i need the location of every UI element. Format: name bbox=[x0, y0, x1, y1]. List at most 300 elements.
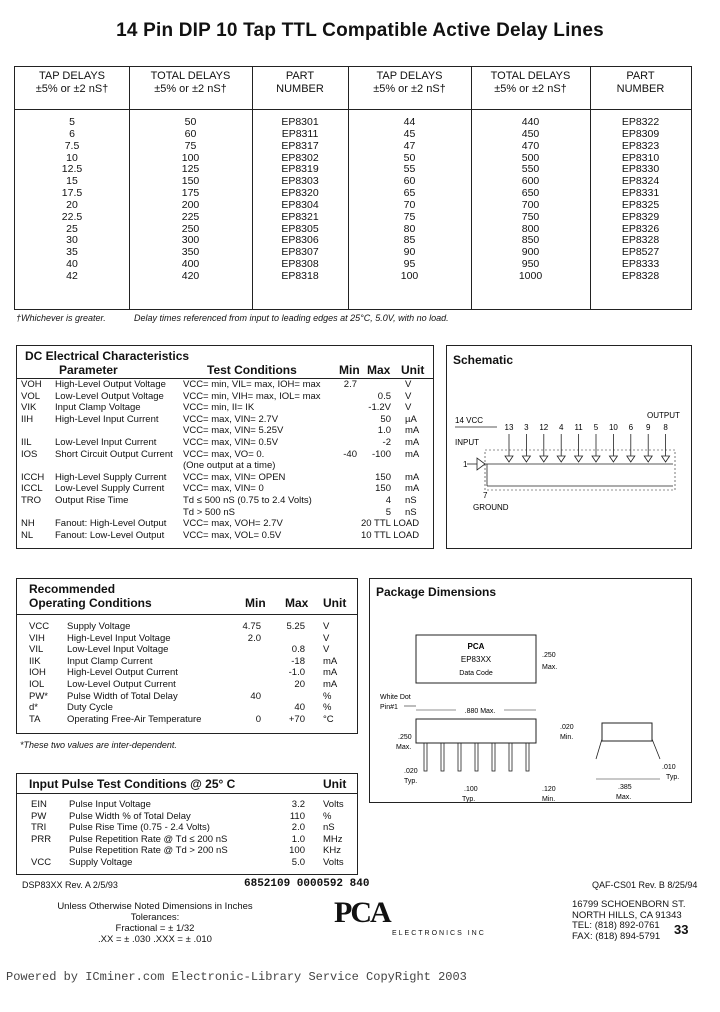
table-cell: EP8301 bbox=[281, 116, 319, 128]
symbol: PW* bbox=[29, 690, 48, 702]
symbol: VCC bbox=[29, 621, 50, 632]
unit: Volts bbox=[323, 856, 344, 868]
unit: V bbox=[323, 644, 330, 656]
symbol: PRR bbox=[31, 833, 52, 845]
unit: V bbox=[405, 390, 412, 402]
table-cell: 250 bbox=[181, 222, 200, 235]
test-condition: VCC= max, VIN= 0.5V bbox=[183, 436, 279, 448]
table-cell: EP8317 bbox=[281, 139, 319, 152]
footnote-delay-ref: Delay times referenced from input to leading edges at 25°C, 5.0V, with no load. bbox=[134, 313, 449, 323]
unit: V bbox=[323, 621, 330, 632]
tap-buffer-icon bbox=[557, 456, 565, 462]
max-value: 5.25 bbox=[286, 621, 305, 632]
test-condition: Td ≤ 500 nS (0.75 to 2.4 Volts) bbox=[183, 494, 312, 506]
parameter: Pulse Input Voltage bbox=[69, 799, 151, 810]
symbol: IOS bbox=[21, 448, 38, 460]
unit: V bbox=[405, 379, 412, 390]
dc-header-max: Max bbox=[367, 363, 391, 377]
table-cell: 1000 bbox=[518, 269, 543, 282]
table-row bbox=[17, 379, 433, 391]
max-value: 150 bbox=[375, 471, 391, 483]
tap-pin-label: 8 bbox=[663, 423, 668, 432]
parameter: High-Level Supply Current bbox=[55, 471, 167, 483]
parameter: Low-Level Output Current bbox=[67, 678, 176, 690]
roc-header-max: Max bbox=[285, 596, 309, 610]
symbol: VIL bbox=[29, 644, 44, 656]
package-drawing bbox=[370, 579, 691, 802]
table-cell: 420 bbox=[181, 269, 200, 282]
dim-385: .385 bbox=[618, 784, 632, 791]
parameter: Pulse Repetition Rate @ Td > 200 nS bbox=[69, 845, 228, 857]
dc-characteristics-box bbox=[16, 345, 434, 549]
table-cell: 750 bbox=[521, 210, 540, 223]
max-value: 40 bbox=[294, 702, 305, 714]
roc-footnote: *These two values are inter-dependent. bbox=[20, 740, 177, 750]
unit: mA bbox=[405, 483, 420, 495]
table-row bbox=[17, 425, 433, 437]
tap-buffer-icon bbox=[505, 456, 513, 462]
unit: mA bbox=[405, 425, 420, 437]
test-condition: VCC= max, VOL= 0.5V bbox=[183, 529, 282, 541]
right-total-column bbox=[471, 117, 590, 283]
page-number: 33 bbox=[674, 922, 689, 937]
dc-header-parameter: Parameter bbox=[59, 363, 118, 377]
parameter: Operating Free-Air Temperature bbox=[67, 713, 202, 725]
dc-header-min: Min bbox=[339, 363, 360, 377]
tap-pin-label: 3 bbox=[524, 423, 529, 432]
dc-header-conditions: Test Conditions bbox=[207, 363, 297, 377]
table-cell: 35 bbox=[66, 246, 78, 259]
unit: °C bbox=[323, 713, 334, 725]
value: 1.0 bbox=[291, 833, 305, 845]
max-value: 0.5 bbox=[377, 390, 391, 402]
pin-1-label: 1 bbox=[463, 460, 468, 469]
max-value: -18 bbox=[291, 655, 305, 667]
chip-side-view bbox=[416, 719, 536, 743]
max-value: 150 bbox=[375, 483, 391, 495]
table-cell: 500 bbox=[521, 151, 540, 164]
table-cell: EP8328 bbox=[621, 234, 660, 247]
company-logo-sub: ELECTRONICS INC bbox=[392, 930, 486, 937]
dim-min-120: Min. bbox=[542, 796, 556, 802]
parameter: Low-Level Input Current bbox=[55, 436, 157, 448]
symbol: NH bbox=[21, 518, 35, 530]
unit: Volts bbox=[323, 799, 344, 810]
dc-title: DC Electrical Characteristics bbox=[25, 349, 190, 363]
parameter: Duty Cycle bbox=[67, 702, 113, 714]
table-cell: EP8322 bbox=[621, 116, 660, 128]
doc-number-right: QAF-CS01 Rev. B 8/25/94 bbox=[592, 880, 698, 890]
header-part-number-left: PART NUMBER bbox=[276, 70, 324, 95]
output-label: OUTPUT bbox=[647, 411, 680, 420]
value: 100 bbox=[289, 845, 305, 857]
table-row bbox=[17, 530, 433, 542]
table-cell: 7.5 bbox=[64, 139, 80, 152]
unit: % bbox=[323, 702, 332, 714]
chip-end-view bbox=[602, 723, 652, 741]
tap-buffer-icon bbox=[662, 456, 670, 462]
header-tap-delays-right: TAP DELAYS ±5% or ±2 nS† bbox=[373, 70, 446, 95]
max-value: 5 bbox=[385, 506, 391, 518]
dim-100: .100 bbox=[464, 786, 478, 793]
tap-buffer-icon bbox=[627, 456, 635, 462]
table-cell: EP8318 bbox=[281, 269, 319, 282]
unit: nS bbox=[323, 822, 335, 834]
table-row bbox=[17, 834, 357, 846]
test-condition: VCC= max, VOH= 2.7V bbox=[183, 518, 283, 530]
tap-pin-label: 13 bbox=[504, 423, 514, 432]
package-box bbox=[369, 578, 692, 803]
chip-date-code: Data Code bbox=[459, 670, 493, 677]
parameter: Fanout: Low-Level Output bbox=[55, 529, 165, 541]
max-value: -1.2V bbox=[368, 402, 391, 414]
parameter: Pulse Rise Time (0.75 - 2.4 Volts) bbox=[69, 822, 210, 834]
unit: % bbox=[323, 690, 332, 702]
table-cell: EP8324 bbox=[621, 175, 660, 188]
table-cell: EP8330 bbox=[621, 163, 660, 176]
test-condition: (One output at a time) bbox=[183, 460, 276, 472]
powered-by: Powered by ICminer.com Electronic-Library Service CopyRight 2003 bbox=[6, 970, 467, 984]
parameter: Input Clamp Voltage bbox=[55, 402, 141, 414]
table-row bbox=[17, 799, 357, 811]
max-value: 50 bbox=[380, 413, 391, 425]
parameter: Short Circuit Output Current bbox=[55, 448, 173, 460]
parameter: Pulse Width of Total Delay bbox=[67, 690, 178, 702]
table-cell: 50 bbox=[403, 151, 416, 164]
table-row bbox=[17, 507, 433, 519]
table-row bbox=[17, 656, 357, 668]
dim-880: .880 Max. bbox=[464, 708, 496, 715]
symbol: IOL bbox=[29, 678, 45, 690]
left-part-column bbox=[252, 117, 348, 283]
unit: mA bbox=[323, 678, 338, 690]
table-cell: 150 bbox=[181, 175, 200, 188]
table-cell: EP8306 bbox=[281, 234, 319, 247]
dim-max-side: Max. bbox=[396, 744, 412, 751]
header-tap-delays-left: TAP DELAYS ±5% or ±2 nS† bbox=[35, 70, 109, 95]
unit: nS bbox=[405, 494, 417, 506]
symbol: NL bbox=[21, 529, 34, 541]
symbol: VIH bbox=[29, 632, 45, 644]
tap-buffer-icon bbox=[592, 456, 600, 462]
ground-label: GROUND bbox=[473, 503, 509, 512]
test-condition: VCC= min, II= IK bbox=[183, 402, 255, 414]
test-condition: VCC= min, VIH= max, IOL= max bbox=[183, 390, 321, 402]
table-row bbox=[17, 621, 357, 633]
dim-min-end: Min. bbox=[560, 734, 574, 741]
parameter: High-Level Input Current bbox=[55, 413, 159, 425]
dim-max-385: Max. bbox=[616, 794, 632, 801]
footnote-whichever: †Whichever is greater. bbox=[16, 313, 106, 323]
chip-part: EP83XX bbox=[460, 655, 492, 664]
table-cell: 20 bbox=[66, 198, 78, 211]
min-value: -40 bbox=[343, 448, 357, 460]
table-cell: EP8302 bbox=[281, 151, 319, 164]
dim-120: .120 bbox=[542, 786, 556, 793]
table-cell: 100 bbox=[400, 269, 419, 282]
white-dot-label: White Dot bbox=[380, 694, 411, 701]
table-cell: 50 bbox=[184, 116, 197, 128]
parameter: Low-Level Supply Current bbox=[55, 483, 165, 495]
table-row bbox=[17, 402, 433, 414]
symbol: d* bbox=[29, 702, 38, 714]
min-value: 0 bbox=[255, 713, 261, 725]
table-cell: 22.5 bbox=[61, 210, 83, 223]
tap-pin-label: 6 bbox=[628, 423, 634, 432]
table-cell: 40 bbox=[66, 258, 78, 271]
table-row bbox=[17, 845, 357, 857]
tap-buffer-icon bbox=[540, 456, 548, 462]
vcc-label: 14 VCC bbox=[455, 416, 484, 425]
value: 110 bbox=[289, 810, 305, 822]
table-cell: 12.5 bbox=[61, 163, 83, 176]
dim-typ-100: Typ. bbox=[462, 796, 476, 802]
value: 5.0 bbox=[291, 856, 305, 868]
company-address: 16799 SCHOENBORN ST. NORTH HILLS, CA 91343 TEL: (818) 892-0761 FAX: (818) 894-5791 bbox=[572, 899, 686, 942]
unit: mA bbox=[405, 448, 420, 460]
pulse-box bbox=[16, 773, 358, 875]
max-value: 20 bbox=[294, 678, 305, 690]
parameter: Fanout: High-Level Output bbox=[55, 518, 167, 530]
table-row bbox=[17, 414, 433, 426]
dim-010: .010 bbox=[662, 764, 676, 771]
tap-buffer-icon bbox=[609, 456, 617, 462]
parameter: High-Level Input Voltage bbox=[67, 632, 171, 644]
symbol: TRO bbox=[21, 494, 42, 506]
table-cell: EP8311 bbox=[281, 127, 319, 140]
tap-pin-label: 9 bbox=[645, 423, 651, 432]
parameter: Pulse Repetition Rate @ Td ≤ 200 nS bbox=[69, 833, 228, 845]
tap-pin-label: 4 bbox=[558, 423, 564, 432]
package-pin bbox=[509, 743, 512, 771]
schematic-box bbox=[446, 345, 692, 549]
left-total-column bbox=[129, 117, 252, 283]
table-cell: 6 bbox=[69, 127, 75, 140]
schematic-diagram bbox=[447, 346, 691, 548]
table-cell: 75 bbox=[184, 139, 197, 152]
test-condition: VCC= max, VO= 0. bbox=[183, 448, 265, 460]
package-title: Package Dimensions bbox=[376, 585, 497, 599]
table-row bbox=[17, 472, 433, 484]
table-cell: 85 bbox=[403, 234, 416, 247]
unit: V bbox=[323, 632, 330, 644]
table-row bbox=[17, 437, 433, 449]
table-cell: EP8309 bbox=[621, 127, 660, 140]
test-condition: VCC= max, VIN= 0 bbox=[183, 483, 264, 495]
max-value: 10 TTL LOAD bbox=[361, 529, 420, 541]
test-condition: VCC= max, VIN= OPEN bbox=[183, 471, 286, 483]
table-cell: EP8305 bbox=[281, 222, 319, 235]
tap-pin-label: 12 bbox=[539, 423, 549, 432]
roc-title-1: Recommended bbox=[29, 582, 116, 596]
table-cell: EP8307 bbox=[281, 246, 319, 259]
tap-pin-label: 5 bbox=[593, 423, 599, 432]
unit: mA bbox=[323, 667, 338, 679]
left-tap-column bbox=[15, 117, 129, 283]
table-row bbox=[17, 633, 357, 645]
table-cell: 550 bbox=[521, 163, 540, 176]
table-cell: 15 bbox=[66, 175, 78, 188]
table-cell: 600 bbox=[521, 175, 540, 188]
parameter: Low-Level Input Voltage bbox=[67, 644, 169, 656]
table-row bbox=[17, 391, 433, 403]
table-row bbox=[17, 460, 433, 472]
table-row bbox=[17, 822, 357, 834]
roc-rows bbox=[17, 621, 357, 725]
unit: mA bbox=[405, 436, 420, 448]
value: 3.2 bbox=[291, 799, 305, 810]
roc-box bbox=[16, 578, 358, 734]
min-value: 40 bbox=[250, 690, 261, 702]
dim-typ-010: Typ. bbox=[666, 774, 680, 781]
unit: mA bbox=[405, 471, 420, 483]
max-value: 20 TTL LOAD bbox=[361, 518, 420, 530]
table-cell: 225 bbox=[181, 210, 200, 223]
pin-7-label: 7 bbox=[483, 491, 488, 500]
unit: MHz bbox=[323, 833, 343, 845]
page-title: 14 Pin DIP 10 Tap TTL Compatible Active Delay Lines bbox=[116, 20, 604, 41]
table-cell: 10 bbox=[66, 151, 78, 164]
test-condition: VCC= max, VIN= 2.7V bbox=[183, 413, 279, 425]
header-total-delays-right: TOTAL DELAYS ±5% or ±2 nS† bbox=[490, 70, 571, 95]
package-pin bbox=[492, 743, 495, 771]
symbol: VCC bbox=[31, 856, 52, 868]
table-cell: 90 bbox=[403, 246, 416, 259]
dim-typ-side: Typ. bbox=[404, 778, 418, 785]
symbol: IIK bbox=[29, 655, 41, 667]
delay-table bbox=[14, 66, 692, 310]
parameter: Supply Voltage bbox=[69, 856, 133, 868]
max-value: -1.0 bbox=[288, 667, 305, 679]
tap-buffer-icon bbox=[575, 456, 583, 462]
roc-header-min: Min bbox=[245, 596, 266, 610]
max-value: +70 bbox=[288, 713, 305, 725]
min-value: 2.0 bbox=[247, 632, 261, 644]
table-row bbox=[17, 714, 357, 726]
table-cell: 950 bbox=[521, 258, 540, 271]
table-row bbox=[17, 691, 357, 703]
table-cell: 800 bbox=[521, 222, 540, 235]
table-cell: 175 bbox=[181, 187, 200, 200]
table-cell: 470 bbox=[521, 139, 540, 152]
table-cell: 70 bbox=[403, 198, 416, 211]
table-row bbox=[17, 702, 357, 714]
table-row bbox=[17, 483, 433, 495]
dim-020-end: .020 bbox=[560, 724, 574, 731]
header-part-number-right: PART NUMBER bbox=[616, 70, 665, 95]
dc-header-unit: Unit bbox=[401, 363, 425, 377]
symbol: EIN bbox=[31, 799, 47, 810]
unit: nS bbox=[405, 506, 417, 518]
symbol: PW bbox=[31, 810, 47, 822]
package-pin bbox=[424, 743, 427, 771]
schematic-title: Schematic bbox=[453, 353, 514, 367]
table-row bbox=[17, 644, 357, 656]
table-cell: 95 bbox=[403, 258, 416, 271]
symbol: VOH bbox=[21, 379, 42, 390]
table-row bbox=[17, 811, 357, 823]
symbol: ICCH bbox=[21, 471, 45, 483]
barcode-number: 6852109 0000592 840 bbox=[244, 878, 370, 890]
dim-250-top: .250 bbox=[542, 652, 556, 659]
parameter: High-Level Output Current bbox=[67, 667, 178, 679]
package-pin bbox=[458, 743, 461, 771]
pulse-title: Input Pulse Test Conditions @ 25° C bbox=[29, 777, 236, 791]
table-cell: 42 bbox=[66, 269, 78, 282]
symbol: TA bbox=[29, 713, 41, 725]
table-cell: EP8527 bbox=[621, 246, 660, 259]
value: 2.0 bbox=[291, 822, 305, 834]
table-cell: 55 bbox=[403, 163, 416, 176]
table-cell: EP8320 bbox=[281, 187, 319, 200]
tap-buffer-icon bbox=[644, 456, 652, 462]
test-condition: Td > 500 nS bbox=[183, 506, 236, 518]
package-pin bbox=[475, 743, 478, 771]
table-cell: 80 bbox=[403, 222, 416, 235]
table-cell: EP8304 bbox=[281, 198, 319, 211]
unit: % bbox=[323, 810, 332, 822]
table-cell: EP8331 bbox=[621, 187, 660, 200]
table-cell: 200 bbox=[181, 198, 200, 211]
unit: mA bbox=[323, 655, 338, 667]
table-cell: 44 bbox=[403, 116, 416, 128]
unit: V bbox=[405, 402, 412, 414]
right-part-column bbox=[590, 117, 691, 283]
test-condition: VCC= max, VIN= 5.25V bbox=[183, 425, 284, 437]
input-label: INPUT bbox=[455, 438, 479, 447]
max-value: -2 bbox=[382, 436, 391, 448]
table-cell: 60 bbox=[403, 175, 416, 188]
table-cell: 350 bbox=[181, 246, 200, 259]
table-row bbox=[17, 518, 433, 530]
dim-250-side: .250 bbox=[398, 734, 412, 741]
table-row bbox=[17, 495, 433, 507]
dim-020-side: .020 bbox=[404, 768, 418, 775]
table-cell: EP8333 bbox=[621, 258, 660, 271]
table-cell: EP8308 bbox=[281, 258, 319, 271]
tap-pin-label: 10 bbox=[608, 423, 618, 432]
chip-name: PCA bbox=[467, 642, 485, 651]
table-cell: 125 bbox=[181, 163, 200, 176]
symbol: IIL bbox=[21, 436, 32, 448]
tap-buffer-icon bbox=[522, 456, 530, 462]
package-pin bbox=[526, 743, 529, 771]
table-cell: 30 bbox=[66, 234, 78, 247]
table-cell: 300 bbox=[181, 234, 200, 247]
table-cell: EP8325 bbox=[621, 198, 660, 211]
symbol: VOL bbox=[21, 390, 41, 402]
parameter: Pulse Width % of Total Delay bbox=[69, 810, 191, 822]
roc-header-unit: Unit bbox=[323, 596, 347, 610]
table-cell: EP8329 bbox=[621, 210, 660, 223]
table-cell: 25 bbox=[66, 222, 78, 235]
table-row bbox=[17, 449, 433, 461]
table-cell: 850 bbox=[521, 234, 540, 247]
table-cell: 75 bbox=[403, 210, 416, 223]
tolerances-block: Unless Otherwise Noted Dimensions in Inches Tolerances: Fractional = ± 1/32 .XX = ± .030 .XXX = ± .010 bbox=[57, 901, 253, 945]
table-cell: 17.5 bbox=[61, 187, 83, 200]
package-pin bbox=[441, 743, 444, 771]
table-cell: 47 bbox=[403, 139, 416, 152]
table-cell: 60 bbox=[184, 127, 197, 140]
min-value: 4.75 bbox=[242, 621, 261, 632]
dim-max-top: Max. bbox=[542, 664, 558, 671]
symbol: TRI bbox=[31, 822, 47, 834]
table-cell: EP8328 bbox=[621, 269, 660, 282]
input-buffer-icon bbox=[477, 458, 485, 470]
parameter: Supply Voltage bbox=[67, 621, 131, 632]
table-row bbox=[17, 667, 357, 679]
